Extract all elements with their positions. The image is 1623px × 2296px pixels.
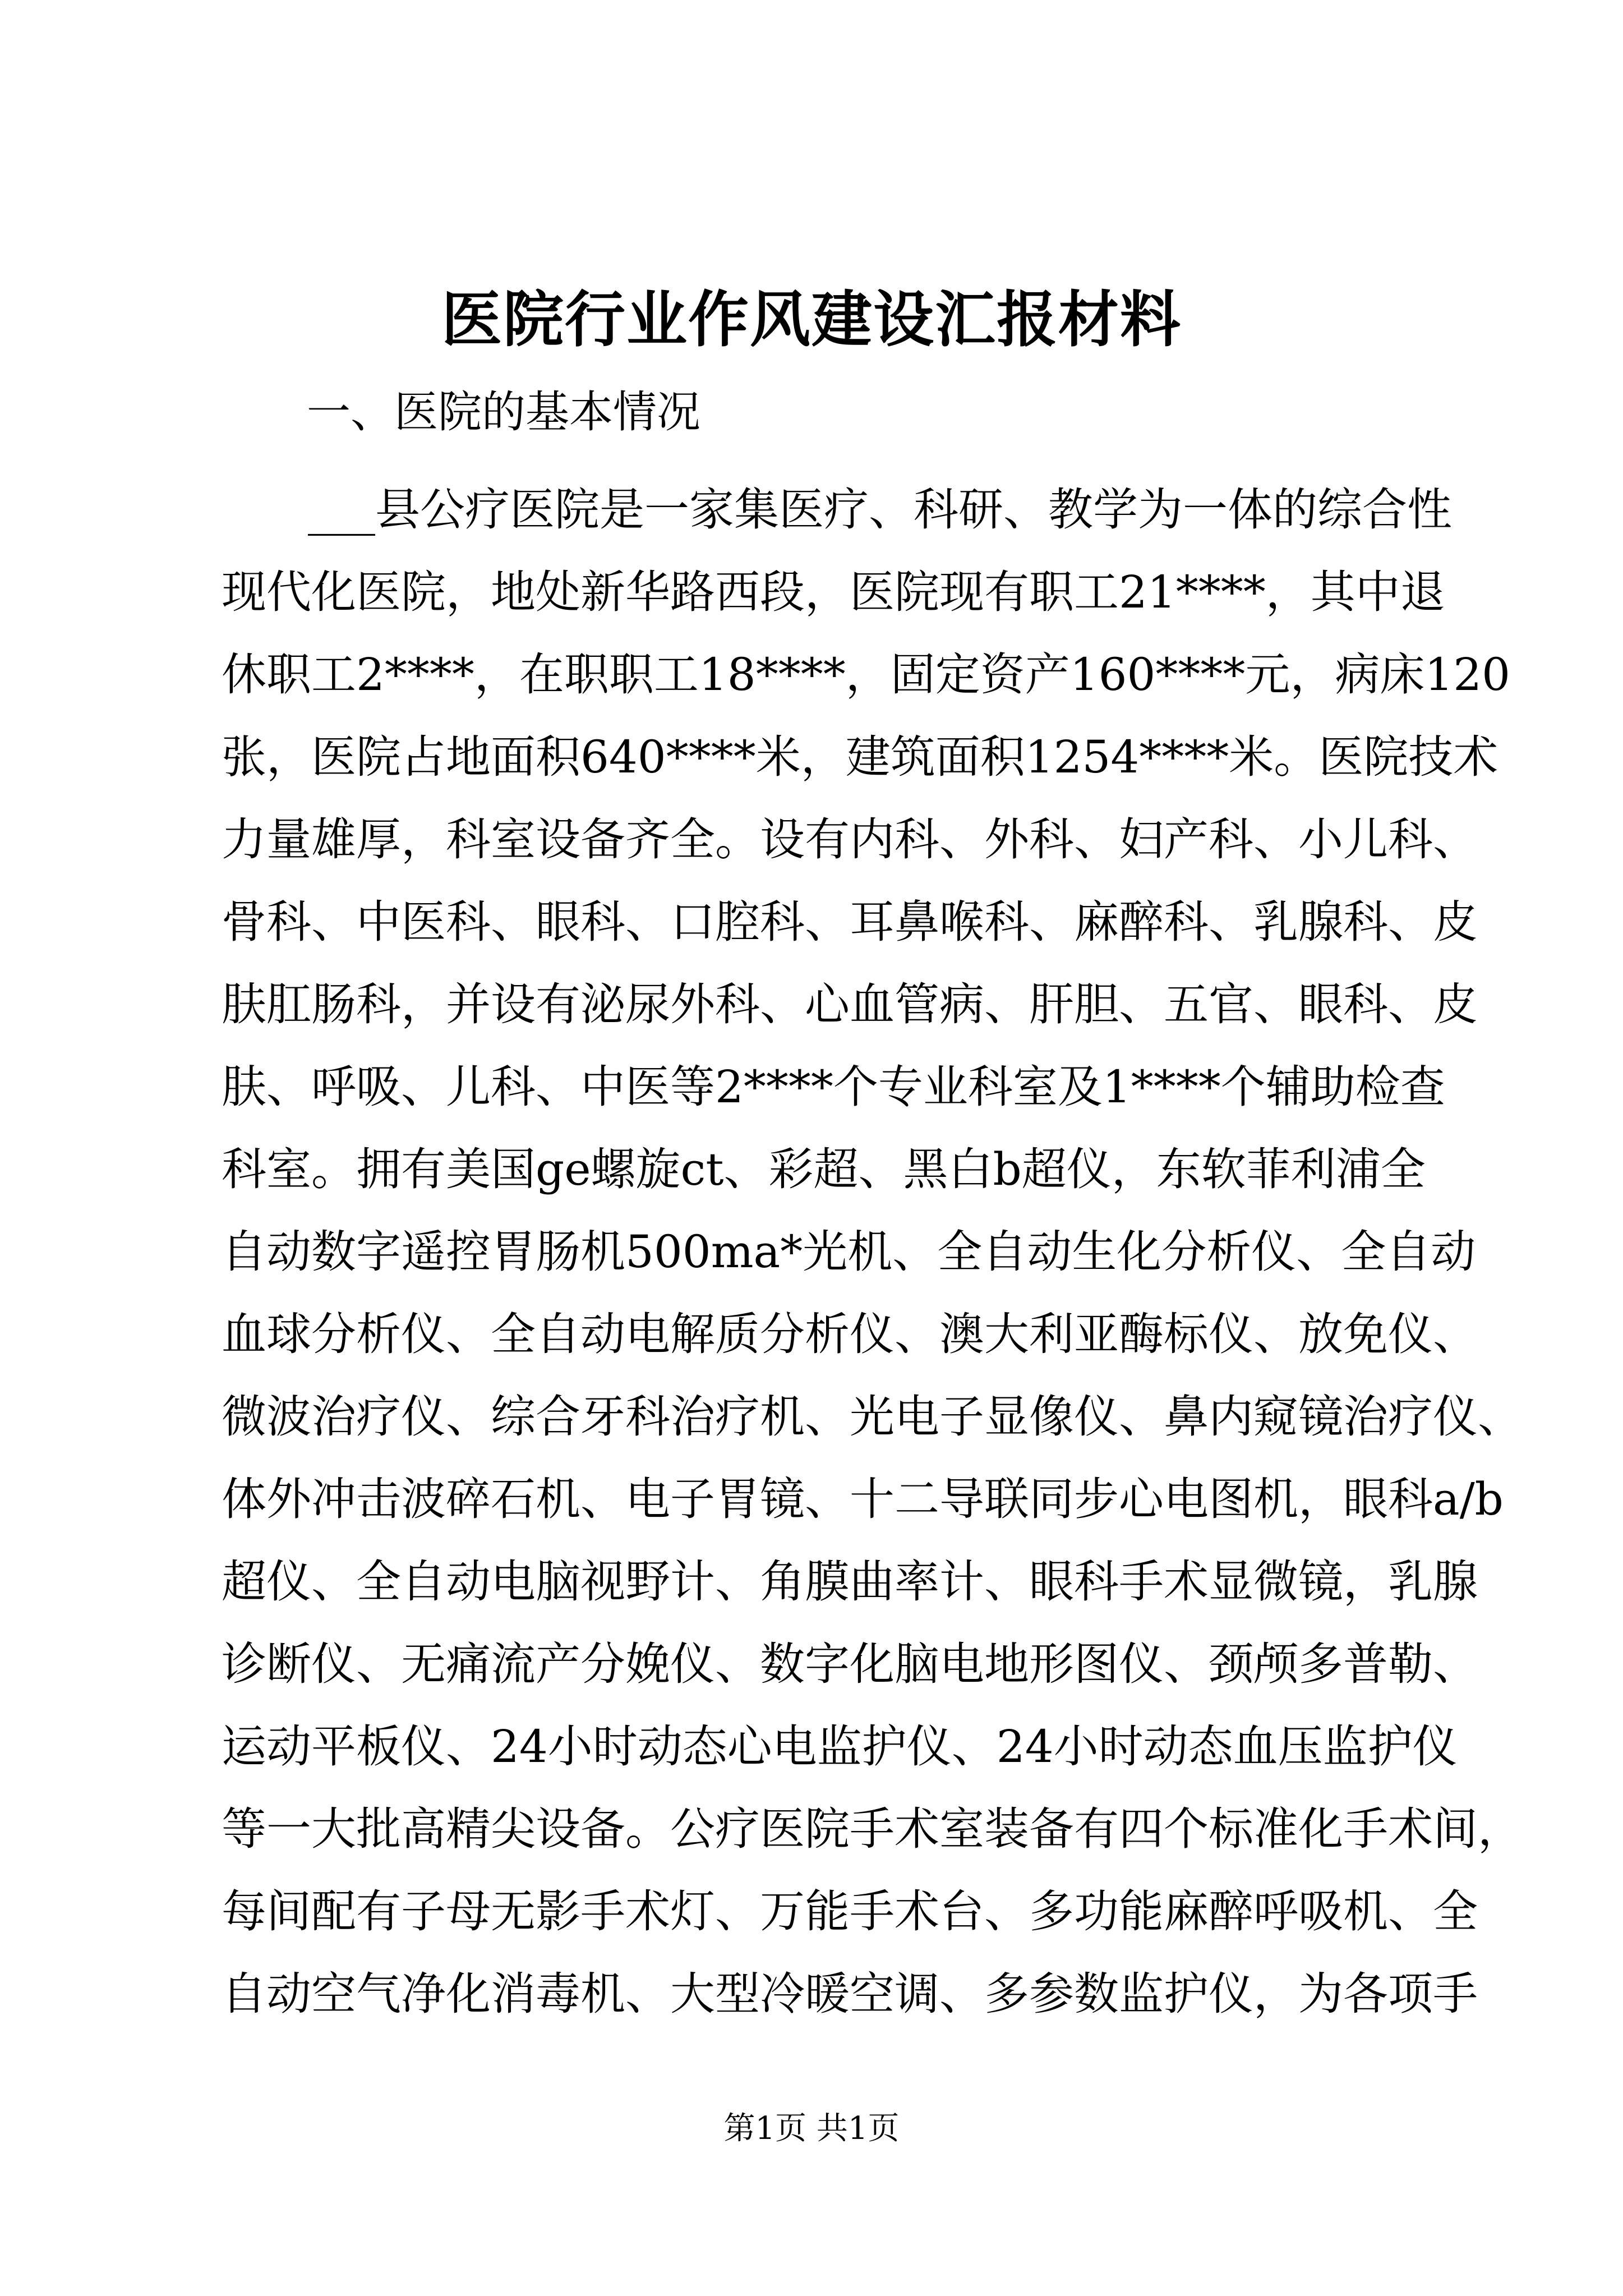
body-line: 科室。拥有美国ge螺旋ct、彩超、黑白b超仪，东软菲利浦全	[222, 1143, 1426, 1195]
body-line: 现代化医院，地处新华路西段，医院现有职工21****，其中退	[222, 566, 1445, 618]
document-title: 医院行业作风建设汇报材料	[441, 284, 1182, 355]
body-line: 体外冲击波碎石机、电子胃镜、十二导联同步心电图机，眼科a/b	[222, 1473, 1504, 1525]
body-line: 自动空气净化消毒机、大型冷暖空调、多参数监护仪，为各项手	[222, 1968, 1478, 2020]
body-line: ___县公疗医院是一家集医疗、科研、教学为一体的综合性	[308, 484, 1452, 536]
body-line: 超仪、全自动电脑视野计、角膜曲率计、眼科手术显微镜，乳腺	[222, 1556, 1478, 1608]
page-footer: 第1页 共1页	[723, 2110, 900, 2147]
body-line: 诊断仪、无痛流产分娩仪、数字化脑电地形图仪、颈颅多普勒、	[222, 1638, 1478, 1690]
body-line: 自动数字遥控胃肠机500ma*光机、全自动生化分析仪、全自动	[222, 1226, 1476, 1278]
body-line: 力量雄厚，科室设备齐全。设有内科、外科、妇产科、小儿科、	[222, 813, 1478, 866]
body-line: 每间配有子母无影手术灯、万能手术台、多功能麻醉呼吸机、全	[222, 1885, 1478, 1938]
body-line: 运动平板仪、24小时动态心电监护仪、24小时动态血压监护仪	[222, 1720, 1458, 1773]
section-heading: 一、医院的基本情况	[307, 387, 701, 438]
body-line: 肤、呼吸、儿科、中医等2****个专业科室及1****个辅助检查	[222, 1061, 1445, 1113]
body-line: 张，医院占地面积640****米，建筑面积1254****米。医院技术	[222, 731, 1498, 783]
body-line: 骨科、中医科、眼科、口腔科、耳鼻喉科、麻醉科、乳腺科、皮	[222, 896, 1478, 948]
body-line: 休职工2****，在职职工18****，固定资产160****元，病床120	[222, 648, 1511, 701]
body-line: 血球分析仪、全自动电解质分析仪、澳大利亚酶标仪、放免仪、	[222, 1308, 1478, 1360]
body-line: 微波治疗仪、综合牙科治疗机、光电子显像仪、鼻内窥镜治疗仪、	[222, 1391, 1523, 1443]
body-line: 肤肛肠科，并设有泌尿外科、心血管病、肝胆、五官、眼科、皮	[222, 978, 1478, 1030]
body-line: 等一大批高精尖设备。公疗医院手术室装备有四个标准化手术间，	[222, 1803, 1523, 1855]
body-text	[222, 468, 1523, 2035]
